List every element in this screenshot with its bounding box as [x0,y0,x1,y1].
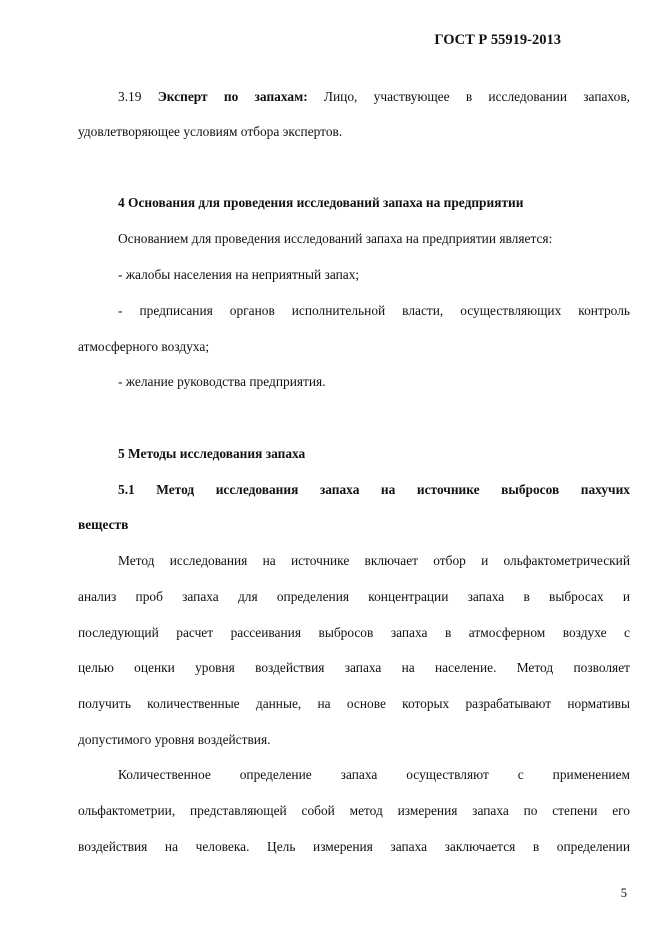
section-4-intro: Основанием для проведения исследований запаха на предприятии является: [118,231,553,246]
document-code-header: ГОСТ Р 55919-2013 [434,32,561,48]
paragraph-line: получить количественные данные, на основе которых разрабатывают нормативы [78,696,630,711]
list-item: - жалобы населения на неприятный запах; [118,267,360,282]
section-4-heading: 4 Основания для проведения исследований запаха на предприятии [118,195,524,210]
list-item-continuation: атмосферного воздуха; [78,339,210,354]
paragraph-line: Метод исследования на источнике включает отбор и ольфактометрический [118,553,630,568]
list-item: - предписания органов исполнительной власти, осуществляющих контроль [118,303,630,318]
paragraph-line: последующий расчет рассеивания выбросов запаха в атмосферном воздухе с [78,625,630,640]
section-5-heading: 5 Методы исследования запаха [118,446,306,461]
term-title: Эксперт по запахам: [157,89,308,104]
paragraph-line: допустимого уровня воздействия. [78,732,271,747]
paragraph-line: Количественное определение запаха осуществляют с применением [118,767,630,782]
term-definition-start: Лицо, участвующее в исследовании запахов, [323,89,630,104]
term-number: 3.19 [118,89,142,104]
paragraph-line: анализ проб запаха для определения концентрации запаха в выбросах и [78,589,630,604]
list-item: - желание руководства предприятия. [118,374,326,389]
term-3-19-line1 [118,88,630,106]
paragraph-line: ольфактометрии, представляющей собой метод измерения запаха по степени его [78,803,630,818]
term-3-19-line2: удовлетворяющее условиям отбора экспертов. [78,124,343,139]
paragraph-line: целью оценки уровня воздействия запаха на население. Метод позволяет [78,660,630,675]
page-number: 5 [620,886,627,900]
subsection-5-1-heading-line2: веществ [78,517,129,532]
paragraph-line: воздействия на человека. Цель измерения запаха заключается в определении [78,839,630,854]
subsection-5-1-heading-line1: 5.1 Метод исследования запаха на источнике выбросов пахучих [118,482,630,497]
